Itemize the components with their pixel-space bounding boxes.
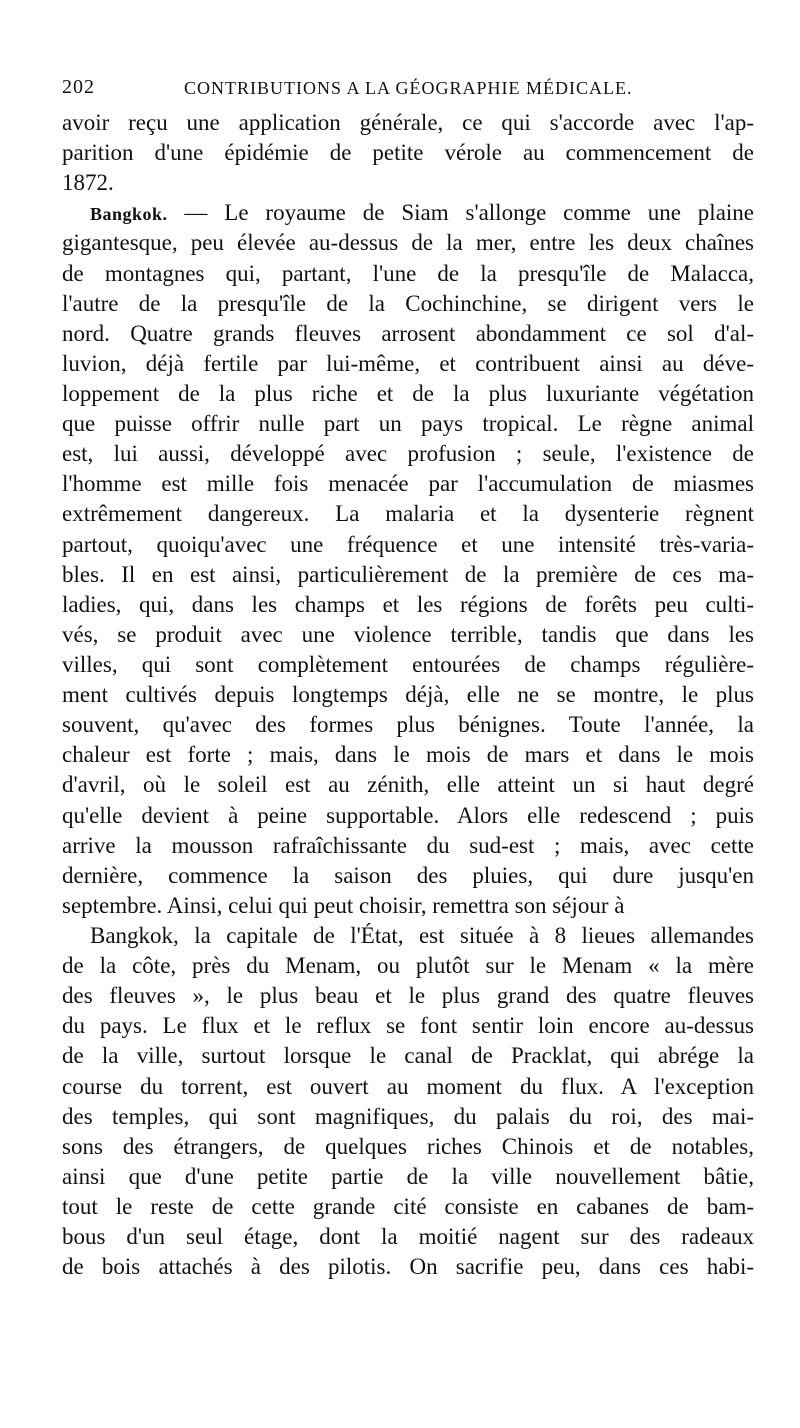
text-line: de la côte, près du Menam, ou plutôt sur le Menam « la mère bbox=[62, 953, 754, 979]
text-line: arrive la mousson rafraîchissante du sud-est ; mais, avec cette bbox=[62, 832, 754, 858]
text-line: est, lui aussi, développé avec profusion ; seule, l'existence de bbox=[62, 441, 754, 467]
text-line: de bois attachés à des pilotis. On sacrifie peu, dans ces habi- bbox=[62, 1254, 754, 1280]
text-line: que puisse offrir nulle part un pays tropical. Le règne animal bbox=[62, 411, 754, 437]
text-line: de la ville, surtout lorsque le canal de Pracklat, qui abrége la bbox=[62, 1043, 754, 1069]
running-head: CONTRIBUTIONS A LA GÉOGRAPHIE MÉDICALE. bbox=[184, 78, 633, 98]
page-number: 202 bbox=[62, 76, 95, 98]
text-run: — Le royaume de Siam s'allonge comme une plaine bbox=[167, 200, 754, 226]
text-line: luvion, déjà fertile par lui-même, et contribuent ainsi au déve- bbox=[62, 350, 754, 376]
text-line: du pays. Le flux et le reflux se font sentir loin encore au-dessus bbox=[62, 1013, 754, 1039]
text-line bbox=[62, 198, 754, 228]
text-line: des temples, qui sont magnifiques, du palais du roi, des mai- bbox=[62, 1103, 754, 1129]
text-line: loppement de la plus riche et de la plus luxuriante végétation bbox=[62, 380, 754, 406]
text-line: nord. Quatre grands fleuves arrosent abondamment ce sol d'al- bbox=[62, 320, 754, 346]
text-line: l'homme est mille fois menacée par l'accumulation de miasmes bbox=[62, 471, 754, 497]
text-line: l'autre de la presqu'île de la Cochinchine, se dirigent vers le bbox=[62, 290, 754, 316]
text-line: parition d'une épidémie de petite vérole au commencement de bbox=[62, 140, 754, 166]
text-line: ment cultivés depuis longtemps déjà, elle ne se montre, le plus bbox=[62, 682, 754, 708]
text-line: d'avril, où le soleil est au zénith, elle atteint un si haut degré bbox=[62, 772, 754, 798]
text-line: course du torrent, est ouvert au moment du flux. A l'exception bbox=[62, 1073, 754, 1099]
text-line: septembre. Ainsi, celui qui peut choisir, remettra son séjour à bbox=[62, 892, 625, 918]
text-line: tout le reste de cette grande cité consiste en cabanes de bam- bbox=[62, 1193, 754, 1219]
text-line: sons des étrangers, de quelques riches Chinois et de notables, bbox=[62, 1133, 754, 1159]
page-header bbox=[62, 76, 754, 106]
text-line: Bangkok, la capitale de l'État, est située à 8 lieues allemandes bbox=[90, 922, 754, 948]
text-line: souvent, qu'avec des formes plus bénignes. Toute l'année, la bbox=[62, 712, 754, 738]
text-line: ainsi que d'une petite partie de la ville nouvellement bâtie, bbox=[62, 1163, 754, 1189]
text-line: bles. Il en est ainsi, particulièrement de la première de ces ma- bbox=[62, 561, 754, 587]
text-line: qu'elle devient à peine supportable. Alors elle redescend ; puis bbox=[62, 802, 754, 828]
text-line: avoir reçu une application générale, ce qui s'accorde avec l'ap- bbox=[62, 110, 754, 135]
text-line: vés, se produit avec une violence terrible, tandis que dans les bbox=[62, 621, 754, 647]
body-text bbox=[62, 108, 754, 1282]
text-line: extrêmement dangereux. La malaria et la dysenterie règnent bbox=[62, 501, 754, 527]
text-line: partout, quoiqu'avec une fréquence et une intensité très-varia- bbox=[62, 531, 754, 557]
text-line: des fleuves », le plus beau et le plus grand des quatre fleuves bbox=[62, 983, 754, 1009]
text-line: bous d'un seul étage, dont la moitié nagent sur des radeaux bbox=[62, 1224, 754, 1250]
text-line: dernière, commence la saison des pluies, qui dure jusqu'en bbox=[62, 862, 754, 888]
text-line: 1872. bbox=[62, 170, 114, 196]
text-line: ladies, qui, dans les champs et les régions de forêts peu culti- bbox=[62, 591, 754, 617]
text-line: villes, qui sont complètement entourées de champs régulière- bbox=[62, 651, 754, 677]
section-lead-bangkok: Bangkok. bbox=[90, 204, 168, 225]
text-line: de montagnes qui, partant, l'une de la presqu'île de Malacca, bbox=[62, 260, 754, 286]
text-line: chaleur est forte ; mais, dans le mois de mars et dans le mois bbox=[62, 742, 754, 768]
text-line: gigantesque, peu élevée au-dessus de la mer, entre les deux chaînes bbox=[62, 230, 754, 256]
